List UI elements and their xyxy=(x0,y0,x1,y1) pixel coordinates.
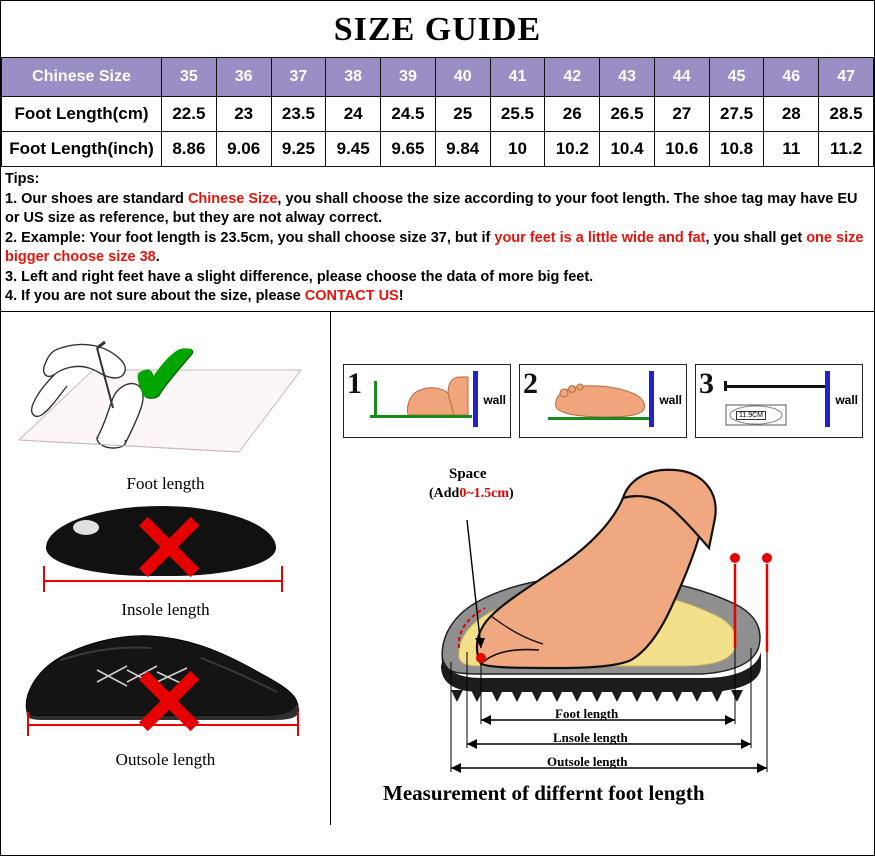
step-1-number: 1 xyxy=(347,366,362,400)
tips-line-1-highlight: Chinese Size xyxy=(187,190,278,207)
cross-mark-icon: ✕ xyxy=(129,495,210,603)
outsole-measure-tick-left xyxy=(27,712,29,736)
table-cell: 9.25 xyxy=(271,132,326,167)
table-cell: 41 xyxy=(490,58,545,97)
table-cell: 44 xyxy=(654,58,709,97)
table-row xyxy=(2,132,874,167)
step-2-number: 2 xyxy=(523,366,538,400)
outsole-length-caption: Outsole length xyxy=(115,749,216,769)
outsole-measure-tick-right xyxy=(297,712,299,736)
tips-line-2-b: , you shall get xyxy=(705,229,807,246)
table-cell: 22.5 xyxy=(162,97,217,132)
diagram-title: Measurement of differnt foot length xyxy=(383,780,705,805)
table-cell: 23 xyxy=(216,97,271,132)
table-cell: 25 xyxy=(435,97,490,132)
table-cell: 10.4 xyxy=(600,132,655,167)
tips-line-2 xyxy=(5,229,870,268)
cross-mark-icon-2: ✕ xyxy=(129,649,210,757)
tips-line-1 xyxy=(5,190,870,229)
table-cell: 46 xyxy=(764,58,819,97)
step-2-wall-label: wall xyxy=(659,392,682,407)
space-add-suffix: ) xyxy=(509,485,514,501)
table-cell: 38 xyxy=(326,58,381,97)
foot-tracing-illustration xyxy=(1,312,331,472)
table-row-header: Chinese Size xyxy=(2,58,162,97)
table-cell: 8.86 xyxy=(162,132,217,167)
table-cell: 11 xyxy=(764,132,819,167)
insole-logo xyxy=(73,520,99,535)
table-row xyxy=(2,58,874,97)
tips-line-2-c: . xyxy=(155,249,160,266)
tips-heading: Tips: xyxy=(5,171,40,187)
table-cell: 39 xyxy=(381,58,436,97)
tips-section xyxy=(1,167,874,312)
table-cell: 40 xyxy=(435,58,490,97)
step-3 xyxy=(695,364,863,438)
left-illustration-column xyxy=(1,312,331,825)
table-cell: 27.5 xyxy=(709,97,764,132)
table-cell: 28 xyxy=(764,97,819,132)
table-cell: 43 xyxy=(600,58,655,97)
tips-line-2-highlight-2: one size bigger choose size 38 xyxy=(5,229,864,266)
table-cell: 28.5 xyxy=(819,97,874,132)
space-add-label xyxy=(429,486,514,502)
insole-illustration xyxy=(1,494,331,603)
foot-measurement-diagram xyxy=(331,438,874,818)
table-cell: 36 xyxy=(216,58,271,97)
table-cell: 10.8 xyxy=(709,132,764,167)
table-cell: 9.84 xyxy=(435,132,490,167)
size-chart-table xyxy=(1,57,874,167)
table-cell: 26.5 xyxy=(600,97,655,132)
step-2 xyxy=(519,364,687,438)
measure-steps xyxy=(343,364,863,438)
tips-line-4-b: ! xyxy=(398,288,404,305)
space-label xyxy=(449,466,487,483)
tips-line-4-a: 4. If you are not sure about the size, please xyxy=(5,288,305,305)
table-cell: 11.2 xyxy=(819,132,874,167)
table-row-header: Foot Length(cm) xyxy=(2,97,162,132)
dim-foot-length: Foot length xyxy=(555,705,619,721)
tips-line-2-highlight-1: your feet is a little wide and fat xyxy=(494,229,706,246)
table-cell: 47 xyxy=(819,58,874,97)
foot-length-caption: Foot length xyxy=(126,473,205,493)
dim-outsole-length: Outsole length xyxy=(547,753,628,769)
check-mark-icon: ✔ xyxy=(129,326,202,423)
insole-measure-tick-right xyxy=(281,566,283,592)
insole-measure-tick-left xyxy=(43,566,45,592)
table-cell: 9.06 xyxy=(216,132,271,167)
table-cell: 10.2 xyxy=(545,132,600,167)
tips-line-1-b: , you shall choose the size according to your foot length. The shoe tag may have EU or US size as reference, but they are not alway correct. xyxy=(5,190,858,227)
insole-length-caption: Insole length xyxy=(121,599,210,619)
table-cell: 45 xyxy=(709,58,764,97)
table-cell: 9.65 xyxy=(381,132,436,167)
step-3-wall-label: wall xyxy=(835,392,858,407)
tips-line-2-a: 2. Example: Your foot length is 23.5cm, you shall choose size 37, but if xyxy=(5,229,495,246)
outsole-illustration xyxy=(1,620,331,757)
space-add-range: 0~1.5cm xyxy=(459,485,510,501)
table-cell: 27 xyxy=(654,97,709,132)
step-1 xyxy=(343,364,511,438)
table-cell: 9.45 xyxy=(326,132,381,167)
tips-line-4 xyxy=(5,287,870,307)
space-label-text: Space xyxy=(449,465,487,482)
page-title: SIZE GUIDE xyxy=(333,11,542,48)
right-illustration-column xyxy=(331,312,874,825)
table-cell: 24 xyxy=(326,97,381,132)
tips-line-3: 3. Left and right feet have a slight difference, please choose the data of more big feet. xyxy=(5,268,594,285)
step-3-measure-badge: 11.9CM xyxy=(736,411,766,420)
space-add-prefix: (Add xyxy=(429,485,460,501)
table-cell: 25.5 xyxy=(490,97,545,132)
table-cell: 10.6 xyxy=(654,132,709,167)
table-row-header: Foot Length(inch) xyxy=(2,132,162,167)
step-3-number: 3 xyxy=(699,366,714,400)
contact-us-link[interactable]: CONTACT US xyxy=(304,288,399,305)
table-row xyxy=(2,97,874,132)
table-cell: 37 xyxy=(271,58,326,97)
table-cell: 35 xyxy=(162,58,217,97)
table-cell: 26 xyxy=(545,97,600,132)
table-cell: 42 xyxy=(545,58,600,97)
step-1-wall-label: wall xyxy=(483,392,506,407)
dim-insole-length: Lnsole length xyxy=(553,729,628,745)
table-cell: 23.5 xyxy=(271,97,326,132)
table-cell: 24.5 xyxy=(381,97,436,132)
tips-line-1-a: 1. Our shoes are standard xyxy=(5,190,188,207)
figures-section xyxy=(1,312,874,825)
table-cell: 10 xyxy=(490,132,545,167)
